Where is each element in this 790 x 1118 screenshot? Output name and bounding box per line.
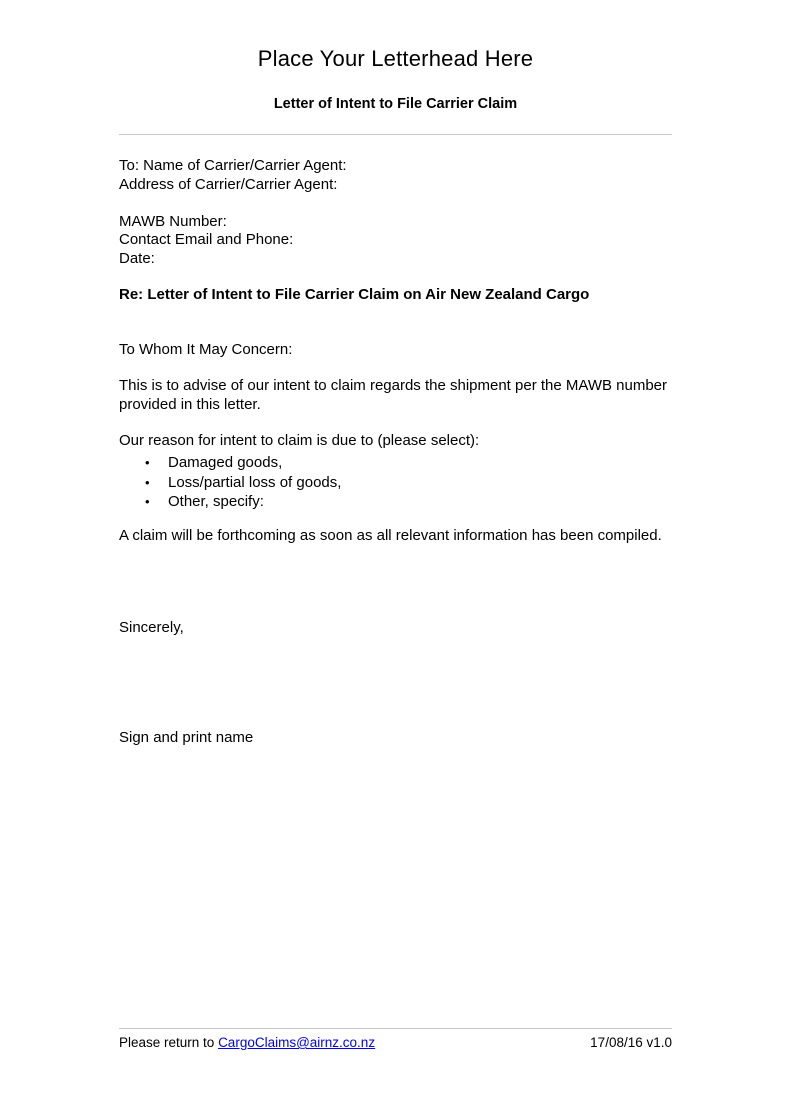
list-item[interactable] [119,492,672,512]
list-item-label: Damaged goods, [168,454,283,471]
header-divider [119,134,672,135]
bullet-icon: • [145,474,150,490]
letterhead-placeholder: Place Your Letterhead Here [257,46,534,71]
footer-divider [119,1028,672,1029]
footer-return-text [119,1034,375,1052]
signature-line: Sign and print name [119,729,254,746]
footer-return-prefix: Please return to [119,1035,219,1050]
bullet-icon: • [145,455,150,470]
spacer-line [119,194,672,213]
reason-options-list [119,453,672,512]
recipient-address-line: Address of Carrier/Carrier Agent: [119,175,338,193]
cargo-claims-email-link[interactable]: CargoClaims@airnz.co.nz [218,1035,376,1050]
list-item-label: Loss/partial loss of goods, [168,473,342,491]
mawb-number-line: MAWB Number: [119,212,227,230]
list-item-label: Other, specify: [168,493,264,510]
salutation: To Whom It May Concern: [119,341,293,358]
page-footer [119,1034,672,1052]
date-line: Date: [119,249,155,267]
contact-line: Contact Email and Phone: [119,231,294,248]
recipient-name-line: To: Name of Carrier/Carrier Agent: [119,157,347,174]
reference-line: Re: Letter of Intent to File Carrier Claim on Air New Zealand Cargo [119,286,590,303]
document-subtitle: Letter of Intent to File Carrier Claim [273,96,518,112]
intent-paragraph: This is to advise of our intent to claim regards the shipment per the MAWB number provided in this letter. [119,377,668,413]
list-item[interactable] [119,473,672,493]
footer-revision: 17/08/16 v1.0 [590,1035,672,1050]
closing-paragraph: A claim will be forthcoming as soon as all relevant information has been compiled. [119,527,662,544]
address-block [119,157,672,268]
sign-off: Sincerely, [119,619,184,636]
bullet-icon: • [145,494,150,509]
reason-lead-in: Our reason for intent to claim is due to (please select): [119,432,480,449]
list-item[interactable] [119,453,672,473]
